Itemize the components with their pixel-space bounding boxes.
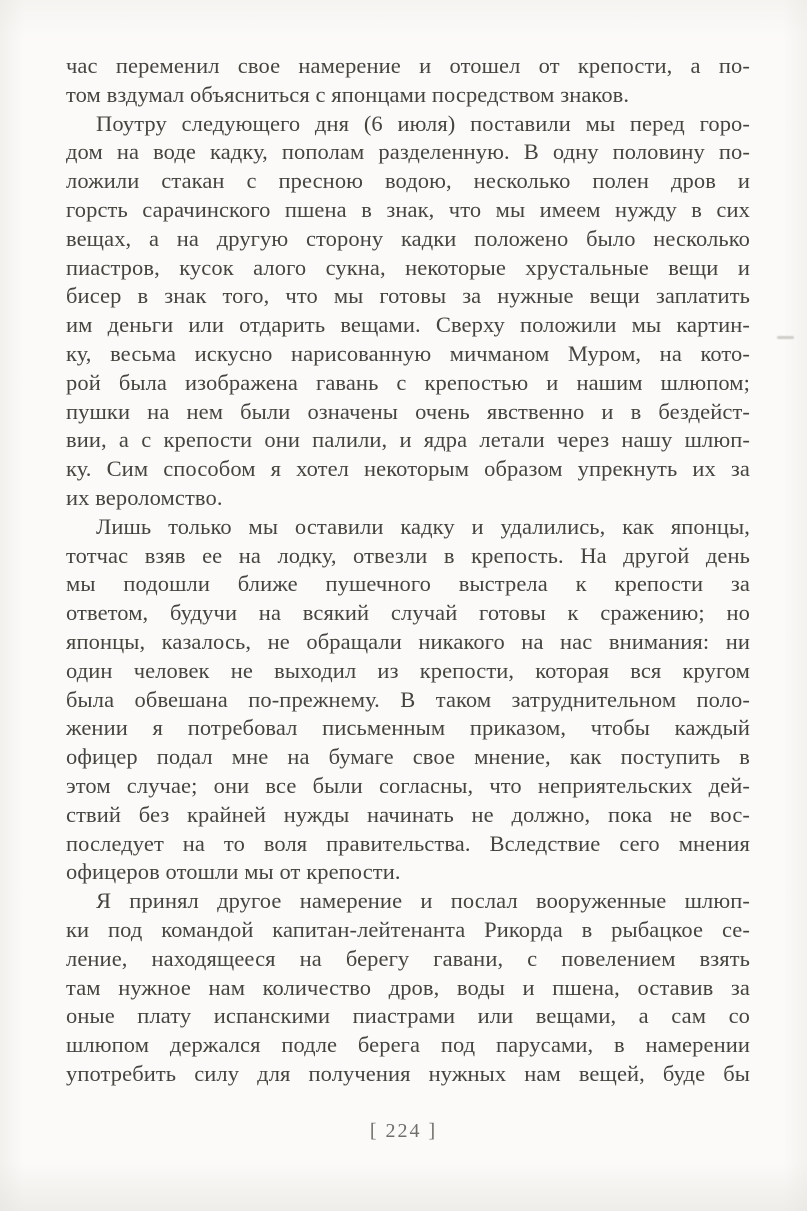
text-line: ку. Сим способом я хотел некоторым образом упрекнуть их за xyxy=(66,456,750,482)
text-line: один человек не выходил из крепости, которая вся кругом xyxy=(66,657,750,683)
text-line: вии, а с крепости они палили, и ядра летали через нашу шлюп- xyxy=(66,427,750,453)
text-line: Поутру следующего дня (6 июля) поставили мы перед горо- xyxy=(96,110,750,136)
text-block xyxy=(66,52,750,1089)
text-line: ложили стакан с пресною водою, несколько полен дров и xyxy=(66,168,750,194)
text-line: офицеров отошли мы от крепости. xyxy=(66,859,401,885)
text-line: ки под командой капитан-лейтенанта Рикорда в рыбацкое се- xyxy=(66,916,750,942)
text-line: шлюпом держался подле берега под парусами, в намерении xyxy=(66,1032,750,1058)
text-line: дом на воде кадку, пополам разделенную. В одну половину по- xyxy=(66,139,750,165)
text-line: бисер в знак того, что мы готовы за нужные вещи заплатить xyxy=(66,283,750,309)
text-line: Лишь только мы оставили кадку и удалились, как японцы, xyxy=(96,513,750,539)
text-line: вещах, а на другую сторону кадки положено было несколько xyxy=(66,225,750,251)
text-line: их вероломство. xyxy=(66,484,223,510)
text-line: была обвешана по-прежнему. В таком затруднительном поло- xyxy=(66,686,750,712)
text-line: японцы, казалось, не обращали никакого на нас внимания: ни xyxy=(66,628,750,654)
text-line: там нужное нам количество дров, воды и пшена, оставив за xyxy=(66,974,750,1000)
text-line: тотчас взяв ее на лодку, отвезли в крепость. На другой день xyxy=(66,542,750,568)
text-line: оные плату испанскими пиастрами или вещами, а сам со xyxy=(66,1003,750,1029)
text-line: ку, весьма искусно нарисованную мичманом Муром, на кото- xyxy=(66,340,750,366)
text-line: ствий без крайней нужды начинать не должно, пока не вос- xyxy=(66,801,750,827)
text-line: Я принял другое намерение и послал вооруженные шлюп- xyxy=(96,888,750,914)
text-line: офицер подал мне на бумаге свое мнение, как поступить в xyxy=(66,744,750,770)
text-line: этом случае; они все были согласны, что неприятельских дей- xyxy=(66,772,750,798)
page-number: [ 224 ] xyxy=(369,1120,438,1142)
text-line: им деньги или отдарить вещами. Сверху положили мы картин- xyxy=(66,312,750,338)
text-line: горсть сарачинского пшена в знак, что мы имеем нужду в сих xyxy=(66,196,750,222)
text-line: час переменил свое намерение и отошел от крепости, а по- xyxy=(66,53,750,78)
scan-smudge-artifact xyxy=(777,336,794,339)
text-line: пушки на нем были означены очень явственно и в бездейст- xyxy=(66,398,750,424)
text-line: рой была изображена гавань с крепостью и нашим шлюпом; xyxy=(66,369,750,395)
text-line: мы подошли ближе пушечного выстрела к крепости за xyxy=(66,571,750,597)
text-line: том вздумал объясниться с японцами посредством знаков. xyxy=(66,81,630,107)
text-line: жении я потребовал письменным приказом, чтобы каждый xyxy=(66,715,750,741)
text-line: ление, находящееся на берегу гавани, с повелением взять xyxy=(66,945,750,971)
text-line: последует на то воля правительства. Вследствие сего мнения xyxy=(66,830,750,856)
text-line: ответом, будучи на всякий случай готовы к сражению; но xyxy=(66,600,750,626)
text-line: пиастров, кусок алого сукна, некоторые хрустальные вещи и xyxy=(66,254,750,280)
text-line: употребить силу для получения нужных нам вещей, буде бы xyxy=(66,1060,750,1086)
